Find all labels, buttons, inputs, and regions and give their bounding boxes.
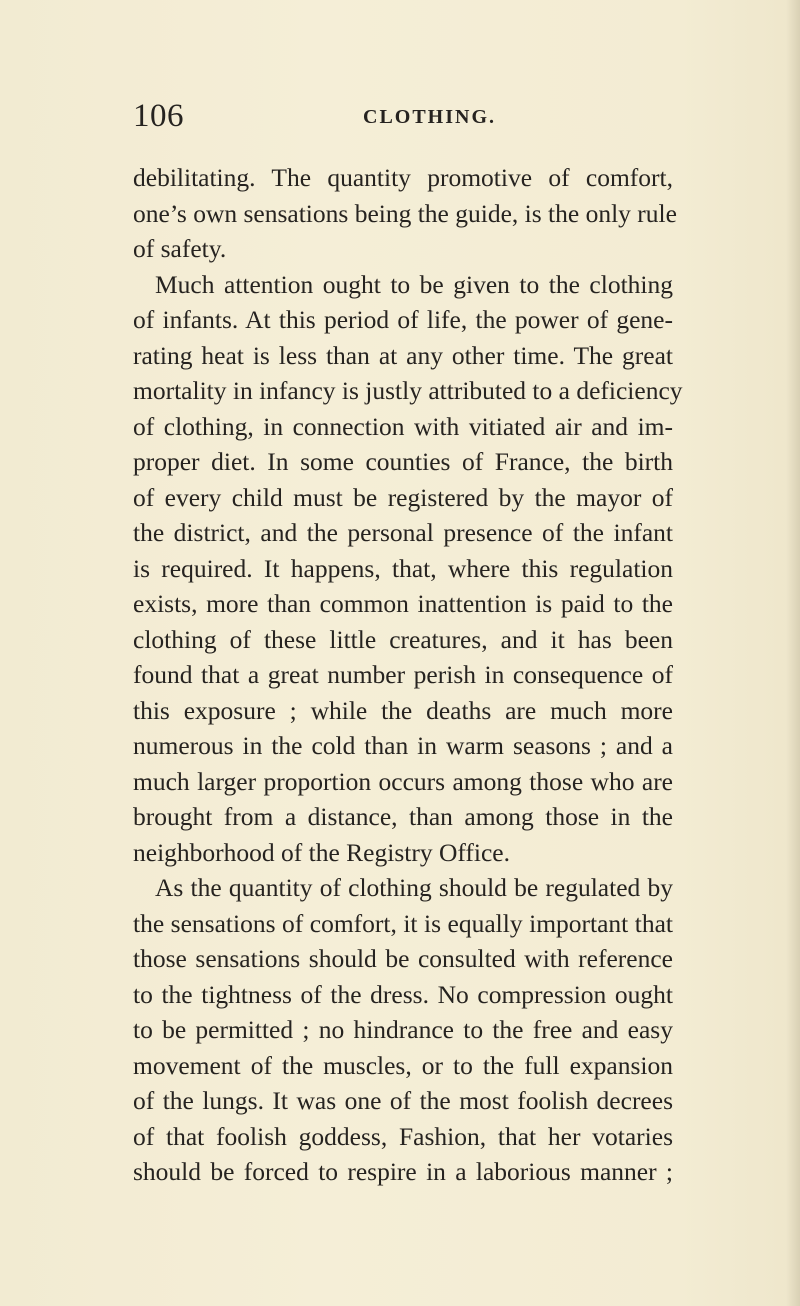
- text-line: of that foolish goddess, Fashion, that her votaries: [133, 1121, 673, 1151]
- text-line: debilitating. The quantity promotive of comfort,: [133, 163, 673, 192]
- text-line: Much attention ought to be given to the clothing: [155, 269, 673, 299]
- text-line: one’s own sensations being the guide, is the only rule: [133, 198, 677, 228]
- text-line: this exposure ; while the deaths are much more: [133, 695, 673, 725]
- text-line: the sensations of comfort, it is equally important that: [133, 908, 673, 938]
- text-line: much larger proportion occurs among those who are: [133, 766, 673, 796]
- page-edge-shadow: [786, 0, 800, 1306]
- text-line: to the tightness of the dress. No compression ought: [133, 979, 673, 1009]
- text-line: brought from a distance, than among those in the: [133, 802, 673, 831]
- text-line: found that a great number perish in consequence of: [133, 660, 673, 689]
- text-line: proper diet. In some counties of France, the birth: [133, 447, 673, 476]
- text-line: the district, and the personal presence of the infant: [133, 518, 673, 547]
- body-text: [133, 160, 683, 1190]
- text-line: is required. It happens, that, where this regulation: [133, 553, 673, 583]
- text-line: movement of the muscles, or to the full expansion: [133, 1050, 673, 1080]
- text-line: mortality in infancy is justly attributed to a deficiency: [133, 376, 683, 405]
- text-line: of safety.: [133, 234, 227, 263]
- text-line: of clothing, in connection with vitiated air and im-: [133, 411, 673, 441]
- text-line: rating heat is less than at any other time. The great: [133, 340, 673, 370]
- text-line: clothing of these little creatures, and it has been: [133, 624, 673, 654]
- text-line: exists, more than common inattention is paid to the: [133, 589, 673, 618]
- text-line: numerous in the cold than in warm seasons ; and a: [133, 731, 673, 760]
- running-head: CLOTHING.: [363, 106, 497, 128]
- text-line: of infants. At this period of life, the power of gene-: [133, 305, 673, 334]
- text-line: those sensations should be consulted with reference: [133, 944, 673, 973]
- page-number: 106: [133, 98, 184, 134]
- page-header: [133, 96, 693, 136]
- text-line: to be permitted ; no hindrance to the free and easy: [133, 1015, 673, 1044]
- text-line: As the quantity of clothing should be regulated by: [155, 873, 673, 902]
- text-line: of the lungs. It was one of the most foolish decrees: [133, 1086, 673, 1115]
- text-line: of every child must be registered by the mayor of: [133, 482, 673, 512]
- text-line: should be forced to respire in a laborious manner ;: [133, 1157, 673, 1186]
- text-line: neighborhood of the Registry Office.: [133, 837, 510, 867]
